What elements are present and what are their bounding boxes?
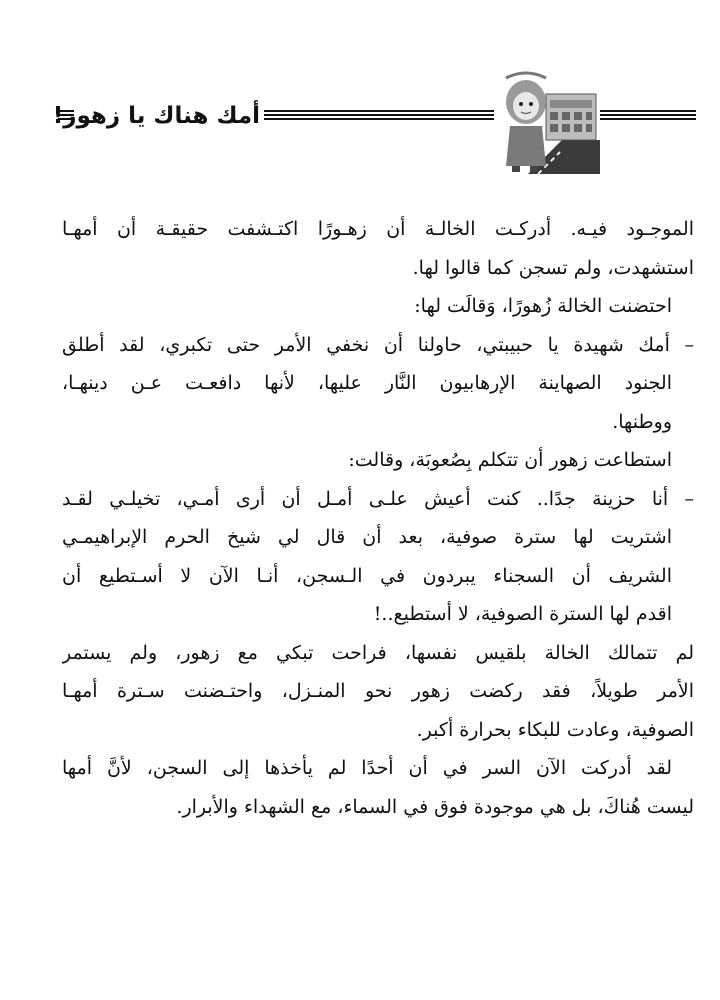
text-line: الموجـود فيـه. أدركـت الخالـة أن زهـورًا اكتـشفت حقيقـة أن أمهـا (62, 218, 694, 240)
chapter-header (0, 70, 720, 180)
text-line: احتضنت الخالة زُهورًا، وَقالَت لها: (414, 295, 672, 317)
text-line: اقدم لها السترة الصوفية، لا أستطيع..! (373, 603, 672, 625)
text-line: اشتريت لها سترة صوفية، بعد أن قال لي شيخ الحرم الإبراهيمـي (62, 526, 672, 548)
text-line: – أمك شهيدة يا حبيبتي، حاولنا أن نخفي الأمر حتى تكبري، لقد أطلق (62, 333, 694, 356)
text-line: استشهدت، ولم تسجن كما قالوا لها. (412, 256, 694, 279)
text-line: الصوفية، وعادت للبكاء بحرارة أكبر. (416, 718, 694, 741)
story-body (62, 210, 694, 826)
text-line: الجنود الصهاينة الإرهابيون النَّار عليها، لأنها دافعـت عـن دينهـا، (62, 372, 672, 394)
girl-with-building-illustration-icon (498, 70, 600, 174)
text-line: – أنا حزينة جدًا.. كنت أعيش علـى أمـل أن أرى أمـي، تخيلـي لقـد (62, 487, 694, 510)
text-line: الشريف أن السجناء يبردون في الـسجن، أنـا الآن لا أسـتطيع أن (62, 564, 672, 587)
chapter-title: أمك هناك يا زهور! (52, 103, 260, 129)
text-line: ليست هُناكَ، بل هي موجودة فوق في السماء، مع الشهداء والأبرار. (176, 795, 694, 818)
text-line: لقد أدركت الآن السر في أن أحدًا لم يأخذها إلى السجن، لأنَّ أمها (62, 757, 672, 779)
header-rule-right (600, 110, 696, 120)
text-line: استطاعت زهور أن تتكلم بِصُعوبَة، وقالت: (348, 449, 672, 471)
header-rule-middle (264, 110, 494, 120)
text-line: الأمر طويلاً، فقد ركضت زهور نحو المنـزل، واحتـضنت سـترة أمهـا (62, 680, 694, 702)
text-line: ووطنها. (612, 410, 672, 433)
text-line: لم تتمالك الخالة بلقيس نفسها، فراحت تبكي مع زهور، ولم يستمر (62, 641, 694, 664)
